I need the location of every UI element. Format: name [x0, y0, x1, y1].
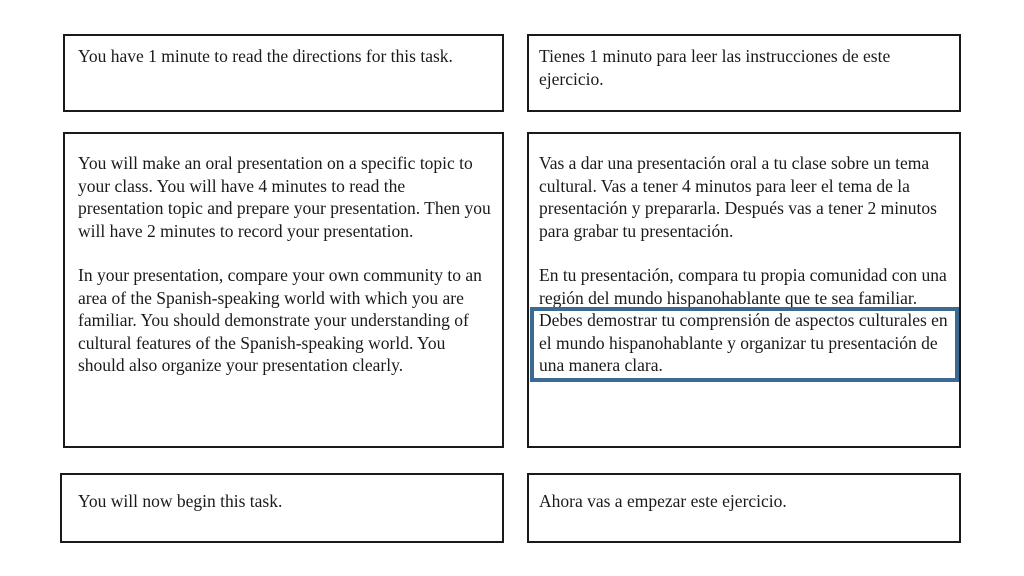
spanish-task-paragraph-1: Vas a dar una presentación oral a tu clase sobre un tema cultural. Vas a tener 4 minutos para leer el tema de la presentación y prepararla. Después vas a tener 2 minutos para grabar tu presentación.: [539, 153, 937, 241]
english-intro-text: You have 1 minute to read the directions for this task.: [78, 46, 453, 66]
english-intro-box: [63, 34, 504, 112]
english-task-paragraph-2: In your presentation, compare your own community to an area of the Spanish-speaking world with which you are familiar. You should demonstrate your understanding of cultural features of the Spanish-speaking world. You should also organize your presentation clearly.: [78, 265, 482, 375]
spanish-intro-text: Tienes 1 minuto para leer las instrucciones de este ejercicio.: [539, 46, 891, 89]
english-task-paragraph-1: You will make an oral presentation on a specific topic to your class. You will have 4 minutes to read the presentation topic and prepare your presentation. Then you will have 2 minutes to record your presentation.: [78, 153, 491, 241]
spanish-begin-text: Ahora vas a empezar este ejercicio.: [539, 491, 787, 511]
english-begin-text: You will now begin this task.: [78, 491, 283, 511]
spanish-intro-box: [527, 34, 961, 112]
english-task-box: [63, 132, 504, 448]
english-begin-box: [60, 473, 504, 543]
spanish-begin-box: [527, 473, 961, 543]
spanish-task-box: [527, 132, 961, 448]
spanish-task-paragraph-2: En tu presentación, compara tu propia comunidad con una región del mundo hispanohablante que te sea familiar. Debes demostrar tu comprensión de aspectos culturales en el mundo hispanohablante y organizar tu presentación de una manera clara.: [539, 265, 948, 375]
